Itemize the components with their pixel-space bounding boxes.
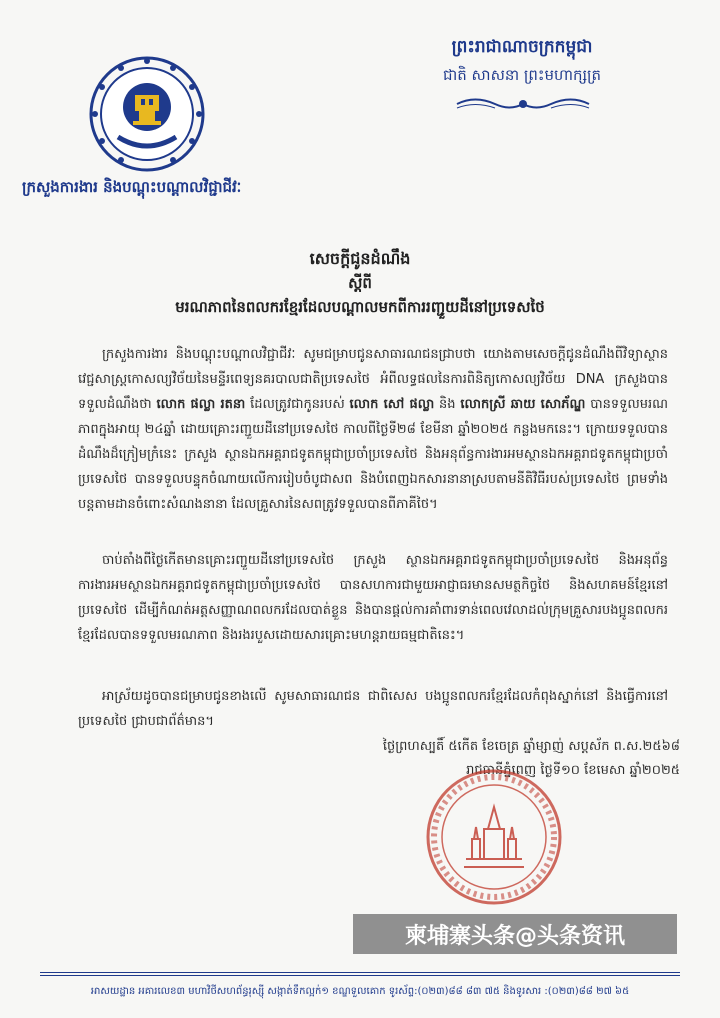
footer-address: អាសយដ្ឋាន អគារលេខ៣ មហាវិថីសហព័ន្ធរុស្ស៊ី សង្កាត់ទឹកល្អក់១ ខណ្ឌទួលគោក ទូរស័ព្ទ:(០២៣)៨៨ ៨៣ ៧៥ និងទូរសារ :(០២៣)៨៨ ២៧ ៦៥ [90,986,630,997]
national-motto: ជាតិ សាសនា ព្រះមហាក្សត្រ [442,66,602,84]
ministry-name: ក្រសួងការងារ និងបណ្តុះបណ្តាលវិជ្ជាជីវៈ [22,178,242,196]
footer-divider [40,972,680,973]
person-name-mother: លោកស្រី ឆាយ សោភ័ណ្ឌ [460,397,586,412]
official-seal-icon [424,767,564,907]
source-watermark: 柬埔寨头条@头条资讯 [353,914,677,954]
body-paragraph-2: ចាប់តាំងពីថ្ងៃកើតមានគ្រោះរញ្ជួយដីនៅប្រទេសថៃ ក្រសួង ស្ថានឯកអគ្គរាជទូតកម្ពុជាប្រចាំប្រទេសថៃ និងអនុព័ន្ធការងារអមស្ថានឯកអគ្គរាជទូតកម្ពុជាប្រចាំប្រទេសថៃ បានសហការជាមួយអាជ្ញាធរមានសមត្ថកិច្ចថៃ និងសហគមន៍ខ្មែរនៅប្រទេសថៃ ដើម្បីកំណត់អត្តសញ្ញាណពលករដែលបាត់ខ្លួន និងបានផ្តល់ការគាំពារទាន់ពេលវេលាដល់ក្រុមគ្រួសារបងប្អូនពលករខ្មែរដែលបានទទួលមរណភាព និងរងរបួសដោយសារគ្រោះមហន្តរាយធម្មជាតិនេះ។ [78,553,668,643]
document-title: សេចក្តីជូនដំណឹង [309,249,411,268]
person-name-deceased: លោក ផល្លា រតនា [156,397,246,412]
body-paragraph-1: ក្រសួងការងារ និងបណ្តុះបណ្តាលវិជ្ជាជីវៈ សូមជម្រាបជូនសាធារណជនជ្រាបថា យោងតាមសេចក្តីជូនដំណឹងពីវិទ្យាស្ថានវេជ្ជសាស្ត្រកោសល្យវិច័យនៃមន្ទីរពេទ្យនគរបាលជាតិប្រទេសថៃ អំពីលទ្ធផលនៃការពិនិត្យកោសល្យវិច័យ DNA ក្រសួងបានទទួលដំណឹងថា លោក ផល្លា រតនា ដែលត្រូវជាកូនរបស់ លោក សៅ ផល្លា និង លោកស្រី ឆាយ សោភ័ណ្ឌ បានទទួលមរណភាពក្នុងអាយុ ២៤ឆ្នាំ ដោយគ្រោះរញ្ជួយដីនៅប្រទេសថៃ កាលពីថ្ងៃទី២៨ ខែមីនា ឆ្នាំ២០២៥ កន្លងមកនេះ។ ក្រោយទទួលបានដំណឹងដ៏ក្រៀមក្រំនេះ ក្រសួង ស្ថានឯកអគ្គរាជទូតកម្ពុជាប្រចាំប្រទេសថៃ និងអនុព័ន្ធការងារអមស្ថានឯកអគ្គរាជទូតកម្ពុជាប្រចាំប្រទេសថៃ បានទទួលបន្ទុកចំណាយលើការរៀបចំបូជាសព និងបំពេញឯកសារនានាស្របតាមនីតិវិធីរបស់ប្រទេសថៃ ព្រមទាំងបន្តតាមដានចំពោះសំណងនានា ដែលគ្រួសារនៃសពត្រូវទទួលបានពីភាគីថៃ។ [78,347,668,512]
ministry-logo [88,55,206,173]
footer-divider-thin [40,975,680,976]
document-subject: មរណភាពនៃពលករខ្មែរដែលបណ្តាលមកពីការរញ្ជួយដីនៅប្រទេសថៃ [175,298,545,316]
body-paragraph-3: អាស្រ័យដូចបានជម្រាបជូនខាងលើ សូមសាធារណជន ជាពិសេស បងប្អូនពលករខ្មែរដែលកំពុងស្នាក់នៅ និងធ្វើការនៅប្រទេសថៃ ជ្រាបជាព័ត៌មាន។ [78,689,668,729]
place-date: រាជធានីភ្នំពេញ ថ្ងៃទី១០ ខែមេសា ឆ្នាំ២០២៥ [466,763,680,778]
tacteng-ornament-icon [455,93,591,119]
lunar-date: ថ្ងៃព្រហស្បតិ៍ ៥កើត ខែចេត្រ ឆ្នាំម្សាញ់ សប្តស័ក ព.ស.២៥៦៨ [382,739,680,754]
person-name-father: លោក សៅ ផល្លា [349,397,435,412]
document-subject-label: ស្តីពី [348,274,372,292]
kingdom-heading: ព្រះរាជាណាចក្រកម្ពុជា [451,37,593,57]
